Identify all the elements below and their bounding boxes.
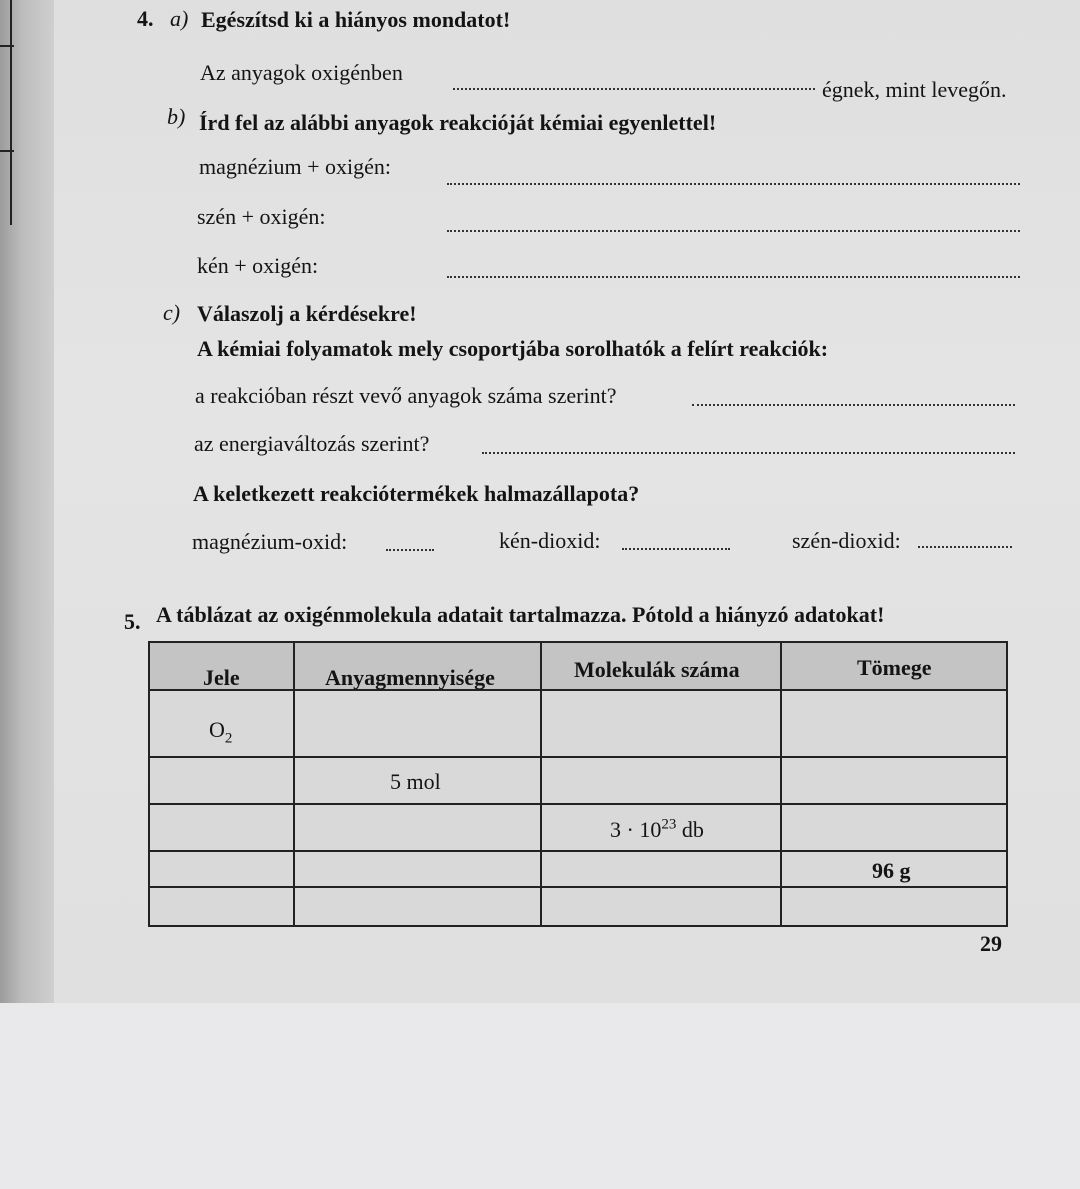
task5-number: 5. [124,609,141,634]
header-molecules: Molekulák száma [574,657,740,682]
oxygen-data-table [148,641,1008,927]
empty-background-area [0,1003,1080,1189]
previous-page-edge [0,0,54,1003]
task4c-letter: c) [163,300,181,325]
task4-number: 4. [137,6,154,31]
task4c-title: Válaszolj a kérdésekre! [197,301,417,326]
task4a-sentence-start: Az anyagok oxigénben [200,60,403,85]
task4b-title: Írd fel az alábbi anyagok reakcióját kémiai egyenlettel! [199,110,717,135]
question-substance-count: a reakcióban részt vevő anyagok száma szerint? [195,383,617,408]
answer-line[interactable] [918,546,1012,548]
cell-amount-5mol: 5 mol [390,769,441,794]
reaction-carbon: szén + oxigén: [197,204,326,229]
answer-line[interactable] [447,276,1020,278]
product-sulfur-dioxide: kén-dioxid: [499,528,601,553]
answer-line[interactable] [386,549,434,551]
header-mass: Tömege [857,655,932,680]
margin-tick [0,150,14,152]
task4a-sentence-end: égnek, mint levegőn. [822,77,1007,102]
cell-molecules: $3 \cdot 10^{23}$ db [610,816,704,842]
cell-mass-96g: 96 g [872,858,911,883]
answer-line[interactable] [453,88,815,90]
task4a-title: Egészítsd ki a hiányos mondatot! [201,7,511,32]
answer-line[interactable] [692,404,1015,406]
answer-line[interactable] [447,183,1020,185]
answer-line[interactable] [622,548,730,550]
reaction-sulfur: kén + oxigén: [197,253,319,278]
question-state-of-matter: A keletkezett reakciótermékek halmazállapota? [193,481,640,506]
task5-title: A táblázat az oxigénmolekula adatait tartalmazza. Pótold a hiányzó adatokat! [156,602,885,627]
product-magnesium-oxide: magnézium-oxid: [192,529,348,554]
answer-line[interactable] [447,230,1020,232]
margin-line [10,0,12,225]
answer-line[interactable] [482,452,1015,454]
cell-symbol-o2: $O_2$ [209,717,233,747]
page-number: 29 [980,931,1002,956]
margin-tick [0,45,14,47]
task4b-letter: b) [167,104,186,129]
question-energy-change: az energiaváltozás szerint? [194,431,430,456]
task4a-letter: a) [170,6,189,31]
product-carbon-dioxide: szén-dioxid: [792,528,901,553]
reaction-magnesium: magnézium + oxigén: [199,154,392,179]
header-symbol: Jele [203,665,240,690]
header-amount: Anyagmennyisége [325,665,495,690]
task4c-intro: A kémiai folyamatok mely csoportjába sorolhatók a felírt reakciók: [197,336,829,361]
